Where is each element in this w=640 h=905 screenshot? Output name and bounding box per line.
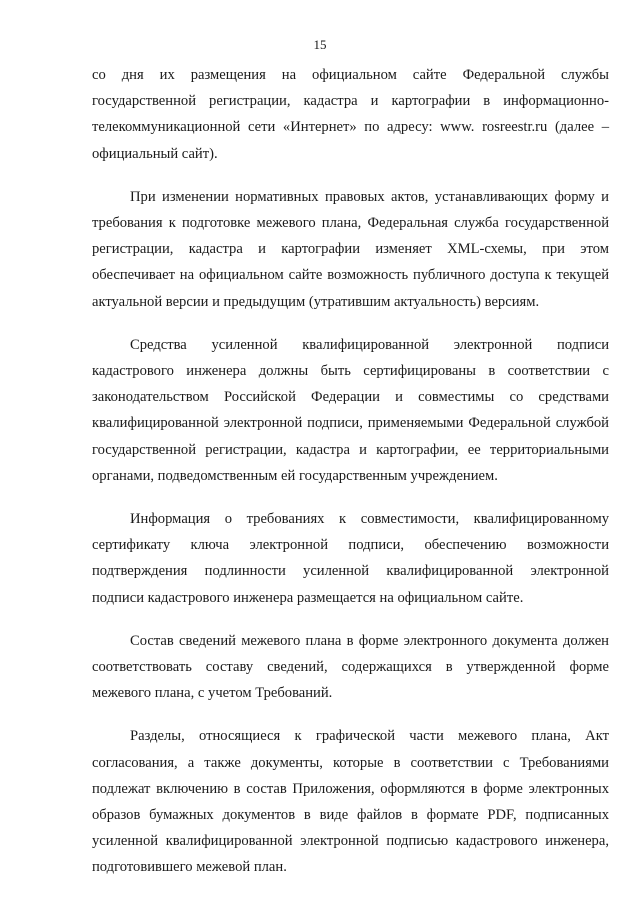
paragraph-xml-schema-update: При изменении нормативных правовых актов, устанавливающих форму и требования к подготовке межевого плана, Федеральная служба государственной регистрации, кадастра и картографии изменяет XML-схемы, при этом обеспечивает на официальном сайте возможность публичного доступа к текущей актуальной версии и предыдущим (утратившим актуальность) версиям. xyxy=(92,188,609,310)
paragraph-compatibility-info: Информация о требованиях к совместимости, квалифицированному сертификату ключа электронной подписи, обеспечению возможности подтверждения подлинности усиленной квалифицированной электронной подписи кадастрового инженера размещается на официальном сайте. xyxy=(92,511,609,606)
paragraph-continuation: со дня их размещения на официальном сайте Федеральной службы государственной регистрации, кадастра и картографии в информационно-телекоммуникационной сети «Интернет» по адресу: www. rosreestr.ru (далее – официальный сайт). xyxy=(92,67,609,162)
paragraph-graphic-sections-pdf: Разделы, относящиеся к графической части межевого плана, Акт согласования, а также документы, которые в соответствии с Требованиями подлежат включению в состав Приложения, оформляются в форме электронных образов бумажных документов в виде файлов в формате PDF, подписанных усиленной квалифицированной электронной подписью кадастрового инженера, подготовившего межевой план. xyxy=(92,728,609,876)
paragraph-electronic-composition: Состав сведений межевого плана в форме электронного документа должен соответствовать составу сведений, содержащихся в утвержденной форме межевого плана, с учетом Требований. xyxy=(92,632,609,702)
paragraph-signature-tools: Средства усиленной квалифицированной электронной подписи кадастрового инженера должны быть сертифицированы в соответствии с законодательством Российской Федерации и совместимы со средствами квалифицированной электронной подписи, применяемыми Федеральной службой государственной регистрации, кадастра и картографии, ее территориальными органами, подведомственным ей государственным учреждением. xyxy=(92,336,609,484)
page-number: 15 xyxy=(313,37,327,52)
document-body xyxy=(92,62,609,898)
